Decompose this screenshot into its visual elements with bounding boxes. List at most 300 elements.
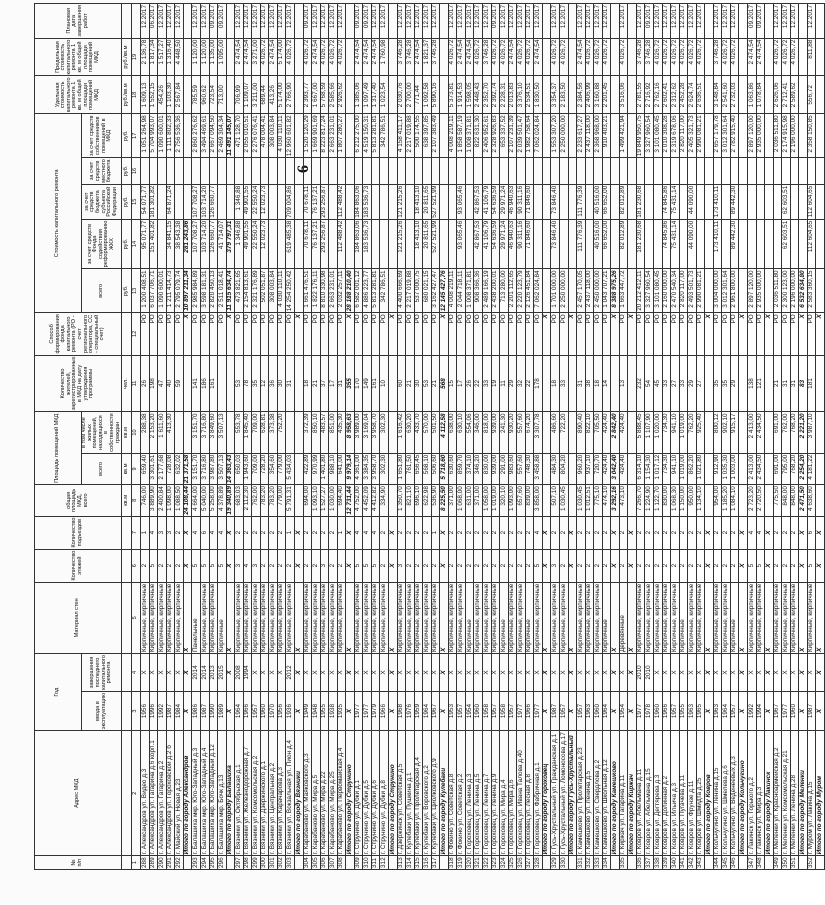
cell-col-6: 2 (559, 549, 568, 582)
cell-col-14: 54 636,59 (491, 219, 500, 269)
cell-col-10: 939,00 (491, 412, 500, 453)
column-number-cell: 18 (132, 76, 141, 114)
header-col-12: Способ формирования фонда капитального ремонта (РО - счет регионального оператора, СС - специальный счет) (35, 313, 122, 355)
cell-col-6: X (816, 549, 825, 582)
cell-col-7: 6 (807, 516, 816, 549)
cell-col-4: 1994 (243, 654, 252, 692)
cell-col-4: X (653, 654, 662, 692)
cell-col-8: 4 664,00 (192, 485, 201, 516)
cell-col-7: 4 (218, 516, 227, 549)
cell-col-7: X (628, 516, 637, 549)
cell-col-6: 5 (363, 549, 372, 582)
cell-col-20: 12.2017 (465, 3, 474, 38)
cell-col-20: 12.2017 (713, 3, 722, 38)
cell-col-10: 288,38 (141, 412, 150, 453)
unit-cell: руб. (122, 114, 132, 158)
cell-col-13: 1 090 600,01 (158, 269, 167, 313)
cell-col-3: 1994 (756, 691, 765, 730)
cell-col-13: 2 961 800,00 (730, 269, 739, 313)
cell-col-18: 2 781,55 (636, 76, 645, 114)
cell-col-18 (816, 76, 825, 114)
cell-col-10: 2 413,00 (747, 412, 756, 453)
cell-col-8 (295, 485, 304, 516)
cell-col-2: г. Карабаново ул. Мира д.25 (329, 731, 338, 856)
cell-col-6: 2 (508, 549, 517, 582)
cell-col-1: 291 (166, 857, 174, 868)
cell-col-20: 12.2017 (722, 3, 731, 38)
cell-col-15: 75 431,14 (671, 184, 680, 219)
cell-col-4: X (679, 654, 688, 692)
cell-col-7: 2 (423, 516, 432, 549)
subtotal-row (739, 3, 748, 869)
cell-col-4: X (722, 654, 731, 692)
cell-col-5: X (389, 582, 398, 653)
cell-col-2: г. Струнино ул. Дубки д.8 (380, 731, 389, 856)
cell-col-16 (149, 158, 158, 185)
cell-col-6: X (389, 549, 398, 582)
cell-col-5: Кирпичные, кирпичные (251, 583, 259, 653)
cell-col-15 (371, 184, 380, 219)
cell-col-20: 12.2017 (679, 3, 688, 38)
cell-col-15: 49 901,55 (243, 184, 252, 219)
cell-col-7: 4 (149, 516, 158, 549)
cell-col-20: 12.2017 (252, 3, 261, 38)
column-number-cell: 8 (132, 485, 141, 516)
cell-col-15 (585, 184, 594, 219)
cell-col-1 (542, 856, 551, 870)
table-row (149, 3, 158, 869)
cell-col-5: X (542, 582, 551, 653)
cell-col-8: 821,10 (406, 485, 415, 516)
cell-col-16 (448, 158, 457, 185)
cell-col-2: Итого по городу Гусь-Хрустальный (568, 731, 577, 856)
cell-col-19: 1 817,34 (149, 38, 158, 76)
cell-col-20 (739, 3, 748, 38)
cell-col-6: X (226, 549, 235, 582)
cell-col-2: г. Александров ул. Гороховской д.2 б (166, 731, 175, 856)
cell-col-3: X (440, 691, 449, 730)
cell-col-9: 1 017,12 (653, 453, 662, 484)
cell-col-11: 31 (577, 355, 586, 412)
cell-col-2: г. Меленки ул. Комсомольская д.21 (782, 731, 791, 856)
cell-col-20 (226, 3, 235, 38)
cell-col-12: X (739, 313, 748, 355)
table-row (158, 3, 167, 869)
cell-col-18 (799, 76, 808, 114)
cell-col-5: Кирпичные, кирпичные (320, 583, 328, 653)
column-number-cell: 6 (132, 549, 141, 582)
cell-col-15 (158, 184, 167, 219)
cell-col-9: 734,30 (662, 453, 671, 484)
cell-col-2: г. Гороховец ул. Мира д.6 (508, 731, 517, 856)
cell-col-16 (807, 158, 816, 185)
cell-col-1: 332 (585, 857, 593, 868)
cell-col-20 (705, 3, 714, 38)
cell-col-14: 107 708,27 (192, 219, 201, 269)
cell-col-10: 930,20 (508, 412, 517, 453)
cell-col-6: 2 (500, 549, 509, 582)
cell-col-11: 141 (192, 355, 201, 412)
cell-col-19: 3 746,28 (645, 38, 654, 76)
cell-col-12: РО (465, 313, 474, 355)
cell-col-1: 341 (679, 857, 687, 868)
cell-col-17: 2 107 231,39 (508, 114, 517, 158)
cell-col-5: X (440, 582, 449, 653)
cell-col-17: 11 491 145,07 (226, 115, 234, 156)
cell-col-13: 2 663 231,01 (329, 269, 338, 313)
cell-col-15 (645, 184, 654, 219)
cell-col-2: г. Вязники ул. Железнодорожная д.7 (243, 731, 252, 856)
cell-col-17 (628, 114, 637, 158)
cell-col-17: 2 469 304,34 (218, 114, 227, 158)
cell-col-20: 12.2017 (653, 3, 662, 38)
cell-col-3: 1938 (329, 691, 338, 730)
cell-col-4: X (158, 654, 167, 692)
cell-col-10: 3 151,70 (192, 412, 201, 453)
cell-col-1 (389, 856, 398, 870)
header-col-18: Удельная стоимость капитального ремонта 1 кв. м общей площади помещений МКД (35, 76, 122, 114)
cell-col-12: РО (457, 313, 466, 355)
cell-col-16 (594, 158, 603, 185)
cell-col-4: X (508, 654, 517, 692)
cell-col-17: 653 337,52 (500, 114, 509, 158)
cell-col-5: Кирпичные (679, 582, 688, 653)
cell-col-6: 3 (320, 549, 329, 582)
cell-col-9: 6 314,10 (636, 453, 645, 484)
cell-col-9 (389, 453, 398, 484)
cell-col-19 (799, 38, 808, 76)
cell-col-2: г. Кулебаки ул. Воровского д.2 (423, 731, 432, 856)
cell-col-7: 1 (286, 516, 295, 549)
cell-col-16 (295, 158, 304, 185)
cell-col-9: 2 413,00 (747, 453, 756, 484)
cell-col-18: 1 830,50 (534, 76, 543, 114)
cell-col-11 (739, 355, 748, 412)
cell-col-20: 12.2017 (431, 3, 440, 38)
cell-col-3: X (183, 691, 192, 730)
cell-col-7: 4 (192, 516, 201, 549)
cell-col-17: 12 960 601,82 (286, 115, 294, 157)
cell-col-8: 1 134,10 (696, 485, 705, 516)
cell-col-11: 181 (807, 355, 816, 412)
cell-col-6: 5 (218, 549, 227, 582)
cell-col-1: 342 (687, 857, 695, 868)
cell-col-9: 728,08 (166, 453, 175, 484)
cell-col-6: 2 (277, 549, 286, 582)
cell-col-18 (705, 76, 714, 114)
cell-col-16 (611, 158, 620, 185)
table-row (200, 3, 209, 869)
cell-col-8: 783,20 (260, 485, 269, 516)
table-row (406, 3, 415, 869)
cell-col-20: 12.2017 (688, 3, 697, 38)
cell-col-6: 2 (671, 549, 680, 582)
cell-col-7: 2 (679, 516, 688, 549)
cell-col-11: 33 (483, 355, 492, 412)
cell-col-20: 12.2017 (397, 3, 406, 38)
cell-col-3: X (816, 691, 825, 730)
cell-col-15 (175, 184, 184, 219)
cell-col-11: 18 (594, 355, 603, 412)
cell-col-5: Кирпичные, кирпичные (781, 583, 789, 653)
cell-col-5: Кирпичные, кирпичные (311, 583, 319, 653)
cell-col-1: 308 (337, 857, 345, 868)
cell-col-13 (542, 269, 551, 313)
cell-col-1: 313 (397, 857, 405, 868)
cell-col-14 (653, 219, 662, 269)
cell-col-13: 2 321 176,89 (252, 269, 261, 313)
cell-col-7: 1 (431, 516, 440, 549)
cell-col-17 (183, 114, 192, 158)
cell-col-1 (226, 856, 235, 870)
cell-col-12: X (799, 313, 808, 355)
cell-col-3: 1948 (312, 691, 321, 730)
cell-col-5: Кирпичные, кирпичные (550, 583, 558, 653)
cell-col-15 (406, 184, 415, 219)
cell-col-20 (568, 3, 577, 38)
header-col-6: Количество этажей (35, 549, 122, 582)
cell-col-1: 347 (747, 857, 755, 868)
cell-col-9: 650,03 (235, 453, 244, 484)
cell-col-17: 471 128,70 (235, 114, 244, 158)
cell-col-20 (440, 3, 449, 38)
cell-col-3: 1977 (534, 691, 543, 730)
cell-col-6: 2 (414, 549, 423, 582)
cell-col-3: 1960 (653, 691, 662, 730)
column-number-cell: 1 (132, 856, 141, 870)
cell-col-5: Кирпичные, кирпичные (354, 583, 362, 653)
unit-cell (122, 691, 132, 730)
cell-col-15 (739, 184, 748, 219)
cell-col-12: РО (303, 313, 312, 355)
cell-col-3: 1987 (166, 691, 175, 730)
cell-col-5: X (628, 582, 637, 653)
cell-col-12: РО (200, 313, 209, 355)
table-row (500, 3, 509, 869)
cell-col-8: 7 266,70 (636, 485, 645, 516)
cell-col-8: 2 471,50 (799, 485, 808, 516)
cell-col-6: 5 (209, 549, 218, 582)
cell-col-8: 1 058,00 (483, 485, 492, 516)
cell-col-10: 483,57 (320, 412, 329, 453)
header-col-4: завершения последнего капитального ремонта (82, 654, 122, 692)
cell-col-13: 1 701 000,00 (551, 269, 560, 313)
cell-col-4: X (696, 654, 705, 692)
cell-col-8: 762,00 (252, 485, 261, 516)
cell-col-15: 709 004,86 (286, 185, 294, 218)
cell-col-1 (816, 856, 825, 870)
cell-col-16 (397, 158, 406, 185)
cell-col-6: 2 (730, 549, 739, 582)
cell-col-8: 683,03 (235, 485, 244, 516)
cell-col-6: 5 (534, 549, 543, 582)
cell-col-18: 713,00 (218, 76, 227, 114)
cell-col-12: X (568, 313, 577, 355)
cell-col-11 (628, 355, 637, 412)
cell-col-15: 20 811,65 (423, 184, 432, 219)
column-number-cell: 15 (132, 184, 141, 219)
cell-col-20: 12.2017 (286, 3, 295, 38)
cell-col-18: 2 312,62 (671, 76, 680, 114)
cell-col-2: г. Гороховец ул. Ленина д.7 (483, 731, 492, 856)
cell-col-11 (226, 355, 235, 412)
cell-col-17: 5 813 281,81 (371, 114, 380, 158)
cell-col-11 (765, 355, 774, 412)
cell-col-12: РО (773, 313, 782, 355)
cell-col-11: 30 (414, 355, 423, 412)
cell-col-15: 93 065,46 (457, 184, 466, 219)
cell-col-15 (295, 184, 304, 219)
cell-col-12: РО (722, 313, 731, 355)
cell-col-3: 1957 (252, 691, 261, 730)
cell-col-9: 912,90 (713, 453, 722, 484)
cell-col-15: 173 410,11 (713, 185, 721, 218)
cell-col-17: 2 406 952,61 (483, 114, 492, 158)
cell-col-11: 19 (491, 355, 500, 412)
cell-col-4: X (585, 654, 594, 692)
cell-col-12: РО (406, 313, 415, 355)
cell-col-2: Итого по городу Муром (816, 731, 825, 856)
cell-col-16 (363, 158, 372, 185)
cell-col-6: X (440, 549, 449, 582)
cell-col-17 (568, 114, 577, 158)
table-row (747, 3, 756, 869)
cell-col-14: 173 410,11 (713, 219, 722, 269)
cell-col-11: 27 (696, 355, 705, 412)
cell-col-11: 22 (525, 355, 534, 412)
cell-col-5: Кирпичные, кирпичные (491, 583, 499, 653)
cell-col-5: Кирпичные, кирпичные (773, 583, 781, 653)
cell-col-15 (465, 184, 474, 219)
cell-col-1: 335 (619, 857, 627, 868)
cell-col-11: 18 (303, 355, 312, 412)
cell-col-1: 349 (773, 857, 781, 868)
cell-col-13: 2 990 081,21 (696, 269, 705, 313)
cell-col-10: 2 842,40 (611, 412, 620, 453)
cell-col-11: 21 (773, 355, 782, 412)
cell-col-17: 6 212 275,00 (354, 114, 363, 158)
cell-col-9 (765, 453, 774, 484)
cell-col-11: 26 (141, 355, 150, 412)
cell-col-11: 35 (722, 355, 731, 412)
cell-col-8 (705, 485, 714, 516)
cell-col-14: 181 230,68 (636, 219, 645, 269)
cell-col-9: 484,30 (551, 453, 560, 484)
cell-col-15 (756, 184, 765, 219)
cell-col-9: 1 651,80 (397, 453, 406, 484)
column-number-cell: 3 (132, 691, 141, 730)
table-row (474, 3, 483, 869)
cell-col-11: 232 (636, 355, 645, 412)
cell-col-20: 12.2017 (243, 3, 252, 38)
table-row (662, 3, 671, 869)
cell-col-6: 2 (713, 549, 722, 582)
cell-col-11: 38 (585, 355, 594, 412)
cell-col-20: 09.2017 (645, 3, 654, 38)
cell-col-9: 346,20 (474, 453, 483, 484)
cell-col-16 (525, 158, 534, 185)
cell-col-1: 314 (405, 857, 413, 868)
cell-col-12: РО (517, 313, 526, 355)
cell-col-10 (705, 412, 714, 453)
cell-col-9: 3 384,35 (363, 453, 372, 484)
cell-col-20: 09.2017 (209, 3, 218, 38)
cell-col-7: 4 (371, 516, 380, 549)
table-row (713, 3, 722, 869)
cell-col-10: 1 616,42 (397, 412, 406, 453)
cell-col-2: г. Гороховец ул. Ивана Талова д.40 (517, 731, 526, 856)
cell-col-1: 330 (559, 857, 567, 868)
cell-col-5: Кирпичные, кирпичные (260, 583, 268, 653)
cell-col-6: X (705, 549, 714, 582)
cell-col-7: 2 (722, 516, 731, 549)
cell-col-9 (295, 453, 304, 484)
cell-col-9: 424,40 (602, 453, 611, 484)
cell-col-19 (628, 38, 637, 76)
cell-col-5: X (765, 582, 774, 653)
cell-col-11: 21 (406, 355, 415, 412)
unit-cell (122, 3, 132, 38)
cell-col-18: 2 585,66 (329, 76, 338, 114)
cell-col-20: 12.2017 (337, 3, 346, 38)
cell-col-14 (628, 219, 637, 269)
cell-col-8: 1 098,00 (166, 485, 175, 516)
cell-col-9 (628, 453, 637, 484)
cell-col-7: X (568, 516, 577, 549)
cell-col-6: 2 (329, 549, 338, 582)
cell-col-10: 413,30 (166, 412, 175, 453)
cell-col-1: 299 (251, 857, 259, 868)
column-number-cell: 12 (132, 313, 141, 355)
cell-col-1: 334 (602, 857, 610, 868)
cell-col-8: 848,00 (790, 485, 799, 516)
cell-col-17: 2 860 276,62 (192, 114, 201, 158)
cell-col-10: 630,10 (457, 412, 466, 453)
cell-col-20 (542, 3, 551, 38)
cell-col-15 (765, 184, 774, 219)
cell-col-8: 1 350,70 (397, 485, 406, 516)
cell-col-1: 320 (465, 857, 473, 868)
unit-cell (122, 313, 132, 355)
cell-col-8: 4 378,89 (218, 485, 227, 516)
cell-col-2: Итого по городу Киржач (628, 731, 637, 856)
cell-col-20 (611, 3, 620, 38)
cell-col-20: 12.2017 (559, 3, 568, 38)
cell-col-16 (260, 158, 269, 185)
cell-col-2: г. Камешково ул. Ленина д.5 (585, 731, 594, 856)
cell-col-14: 76 137,21 (312, 219, 321, 269)
cell-col-20: 06.2017 (149, 3, 158, 38)
cell-col-7: X (705, 516, 714, 549)
cell-col-1 (611, 856, 620, 870)
cell-col-8: 1 012,51 (585, 485, 594, 516)
cell-col-16 (730, 158, 739, 185)
cell-col-2: Итого по городу Гороховец (542, 731, 551, 856)
cell-col-19: 4 448,50 (175, 38, 184, 76)
cell-col-14 (559, 219, 568, 269)
table-row (303, 3, 312, 869)
cell-col-4: X (713, 654, 722, 692)
cell-col-5: Кирпичные, кирпичные (448, 583, 456, 653)
cell-col-7: 2 (577, 516, 586, 549)
cell-col-14: 66 652,00 (602, 219, 611, 269)
cell-col-9: 656,45 (414, 453, 423, 484)
cell-col-1: 288 (140, 857, 148, 868)
cell-col-10: 674,20 (525, 412, 534, 453)
cell-col-3: X (799, 691, 808, 730)
cell-col-4: X (414, 654, 423, 692)
table-row (696, 3, 705, 869)
